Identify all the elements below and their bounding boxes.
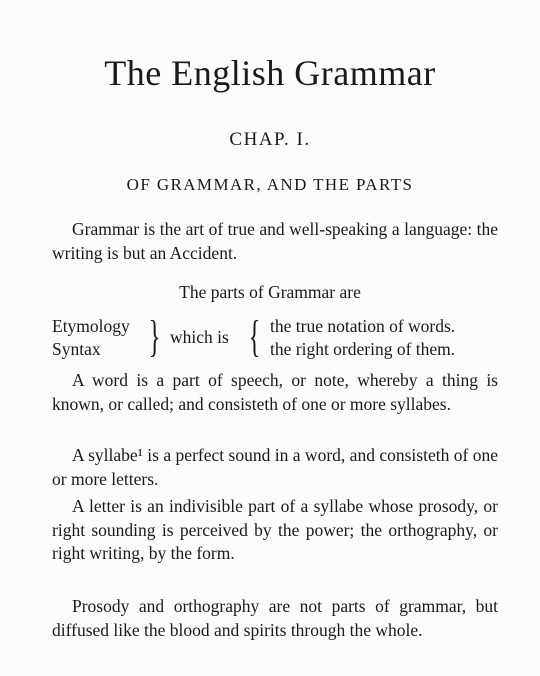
- part-etymology: Etymology: [52, 316, 130, 336]
- right-brace-icon: }: [148, 312, 161, 361]
- paragraph-syllabe: A syllabe¹ is a perfect sound in a word, and consisteth of one or more letters.: [52, 445, 498, 489]
- section-heading: OF GRAMMAR, AND THE PARTS: [126, 175, 414, 194]
- chapter-heading: CHAP. I.: [229, 129, 311, 150]
- definition-syntax: the right ordering of them.: [270, 339, 456, 359]
- parts-of-grammar: [52, 312, 502, 363]
- paragraph-word: A word is a part of speech, or note, whereby a thing is known, or called; and consisteth of one or more syllabes.: [52, 370, 498, 414]
- left-brace-icon: {: [248, 312, 261, 361]
- intro-paragraph: Grammar is the art of true and well-speaking a language: the writing is but an Accident.: [52, 219, 498, 263]
- parts-heading: The parts of Grammar are: [179, 282, 361, 302]
- page-title: The English Grammar: [104, 53, 436, 93]
- definition-etymology: the true notation of words.: [270, 316, 456, 336]
- parts-left-column: [52, 315, 130, 361]
- part-syntax: Syntax: [52, 339, 101, 359]
- parts-right-column: [270, 315, 455, 361]
- parts-connector: which is: [170, 327, 229, 347]
- paragraph-letter: A letter is an indivisible part of a syllabe whose prosody, or right sounding is perceived by the power; the orthography, or right writing, by the form.: [52, 496, 498, 564]
- paragraph-prosody: Prosody and orthography are not parts of grammar, but diffused like the blood and spirits through the whole.: [52, 596, 498, 640]
